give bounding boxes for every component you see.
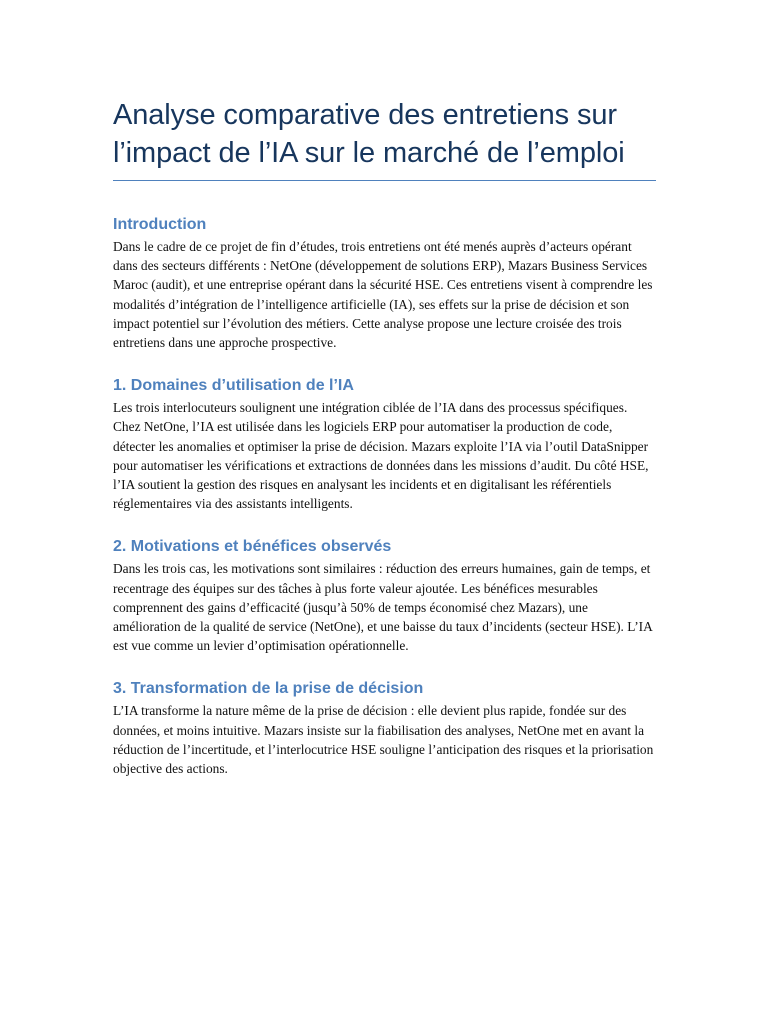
section-body: Les trois interlocuteurs soulignent une intégration ciblée de l’IA dans des processus spécifiques. Chez NetOne, l’IA est utilisée dans les logiciels ERP pour automatiser la production de code, détecter les anomalies et optimiser la prise de décision. Mazars exploite l’IA via l’outil DataSnipper pour automatiser les vérifications et extractions de données dans les missions d’audit. Du côté HSE, l’IA soutient la gestion des risques en analysant les incidents et en digitalisant les référentiels réglementaires via des assistants intelligents.	[113, 400, 649, 512]
section-motivations	[113, 537, 656, 655]
section-introduction	[113, 215, 656, 352]
section-domaines	[113, 376, 656, 513]
title-divider	[113, 180, 656, 181]
section-heading: 2. Motivations et bénéfices observés	[113, 538, 392, 556]
document-page	[113, 96, 656, 802]
section-body: Dans les trois cas, les motivations sont similaires : réduction des erreurs humaines, gain de temps, et recentrage des équipes sur des tâches à plus forte valeur ajoutée. Les bénéfices mesurables comprennent des gains d’efficacité (jusqu’à 50% de temps économisé chez Mazars), une amélioration de la qualité de service (NetOne), et une baisse du taux d’incidents (secteur HSE). L’IA est vue comme un levier d’optimisation opérationnelle.	[113, 561, 653, 654]
section-heading: 1. Domaines d’utilisation de l’IA	[113, 377, 354, 395]
section-transformation	[113, 679, 656, 778]
section-body: L’IA transforme la nature même de la prise de décision : elle devient plus rapide, fondée sur des données, et moins intuitive. Mazars insiste sur la fiabilisation des analyses, NetOne met en avant la réduction de l’incertitude, et l’interlocutrice HSE souligne l’anticipation des risques et la priorisation objective des actions.	[113, 703, 654, 777]
section-heading: 3. Transformation de la prise de décision	[113, 680, 424, 698]
section-heading: Introduction	[113, 216, 207, 233]
section-body: Dans le cadre de ce projet de fin d’études, trois entretiens ont été menés auprès d’acteurs opérant dans des secteurs différents : NetOne (développement de solutions ERP), Mazars Business Services Maroc (audit), et une entreprise opérant dans la sécurité HSE. Ces entretiens visent à comprendre les modalités d’intégration de l’intelligence artificielle (IA), ses effets sur la prise de décision et son impact potentiel sur l’évolution des métiers. Cette analyse propose une lecture croisée des trois entretiens dans une approche prospective.	[113, 239, 653, 351]
document-title: Analyse comparative des entretiens sur l’impact de l’IA sur le marché de l’emploi	[113, 99, 625, 169]
